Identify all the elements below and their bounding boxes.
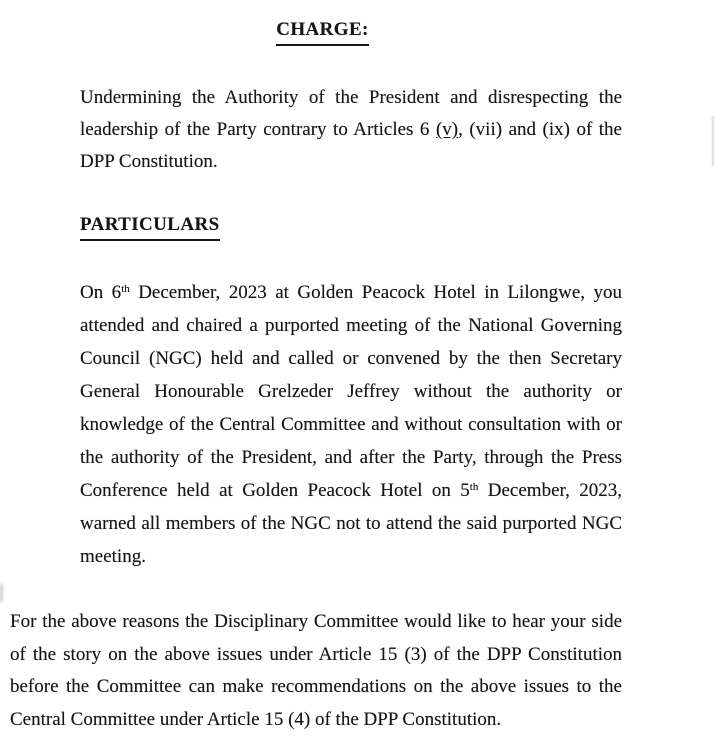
closing-line-3: before the Committee can make recommendations on the above issues to the: [10, 676, 622, 697]
superscript-ordinal-5th: th: [469, 481, 479, 493]
particulars-line-2: attended and chaired a purported meeting of the National Governing: [80, 315, 622, 336]
particulars-line-7-after: December, 2023,: [478, 480, 622, 501]
underlined-article-ref: (v): [435, 119, 459, 140]
charge-line-3: DPP Constitution.: [80, 151, 218, 172]
particulars-line-7: [80, 474, 622, 507]
scan-artifact-right-edge: [712, 116, 714, 166]
charge-heading: [0, 17, 645, 46]
particulars-line-1-before: On 6: [80, 282, 122, 303]
closing-line-1: For the above reasons the Disciplinary Committee would like to hear your side: [10, 611, 622, 632]
particulars-line-1-after: December, 2023 at Golden Peacock Hotel in Lilongwe, you: [129, 282, 622, 303]
particulars-heading: [80, 212, 220, 241]
particulars-line-3: Council (NGC) held and called or convened by the then Secretary: [80, 348, 622, 369]
particulars-paragraph: [80, 276, 622, 573]
particulars-line-1: [80, 276, 622, 309]
particulars-line-8: warned all members of the NGC not to attend the said purported NGC: [80, 513, 622, 534]
charge-paragraph: [80, 82, 622, 178]
scan-artifact-left-edge: [0, 584, 3, 602]
particulars-heading-text: PARTICULARS: [80, 212, 220, 241]
charge-line-2-before: leadership of the Party contrary to Articles 6: [80, 119, 436, 140]
particulars-line-4: General Honourable Grelzeder Jeffrey without the authority or: [80, 381, 622, 402]
particulars-line-7-before: Conference held at Golden Peacock Hotel on 5: [80, 480, 470, 501]
closing-paragraph: [10, 606, 622, 736]
charge-line-1: Undermining the Authority of the President and disrespecting the: [80, 87, 622, 108]
closing-line-2: of the story on the above issues under Article 15 (3) of the DPP Constitution: [10, 643, 622, 665]
charge-heading-text: CHARGE:: [276, 17, 369, 46]
charge-line-2: [80, 114, 622, 146]
charge-line-2-after: , (vii) and (ix) of the: [458, 119, 622, 140]
particulars-line-5: knowledge of the Central Committee and without consultation with or: [80, 414, 622, 435]
particulars-line-6: the authority of the President, and after the Party, through the Press: [80, 447, 622, 468]
closing-line-4: Central Committee under Article 15 (4) of the DPP Constitution.: [10, 708, 502, 730]
superscript-ordinal-6th: th: [121, 283, 130, 295]
particulars-line-9: meeting.: [80, 546, 146, 567]
